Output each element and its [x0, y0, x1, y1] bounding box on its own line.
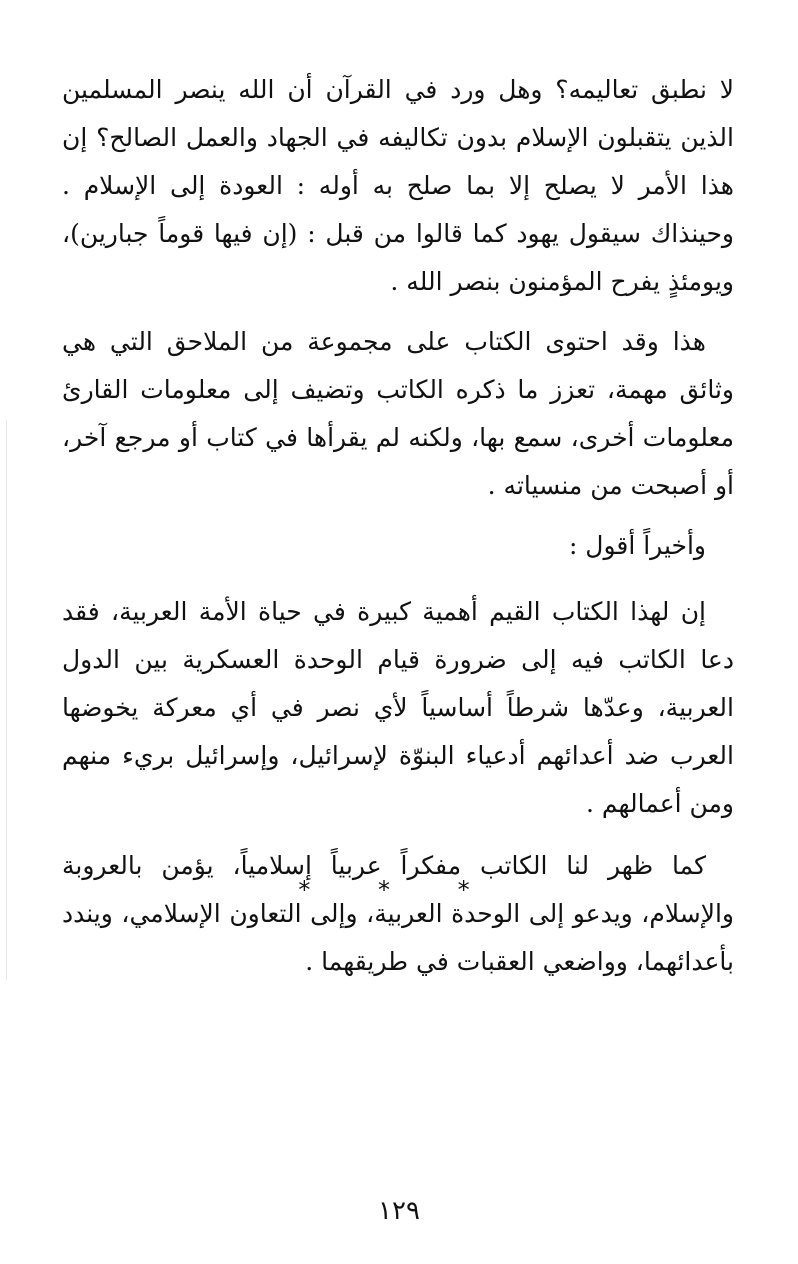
paragraph-4: إن لهذا الكتاب القيم أهمية كبيرة في حياة الأمة العربية، فقد دعا الكاتب فيه إلى ضرورة قيام الوحدة العسكرية بين الدول العربية، وعدّها شرطاً أساسياً لأي نصر في أي معركة يخوضها العرب ضد أعدائهم أدعياء البنوّة لإسرائيل، وإسرائيل بريء منهم ومن أعمالهم .	[62, 597, 734, 818]
paragraph-1: لا نطبق تعاليمه؟ وهل ورد في القرآن أن الله ينصر المسلمين الذين يتقبلون الإسلام بدون تكاليفه في الجهاد والعمل الصالح؟ إن هذا الأمر لا يصلح إلا بما صلح به أوله : العودة إلى الإسلام . وحينذاك سيقول يهود كما قالوا من قبل : (إن فيها قوماً جبارين)، ويومئذٍ يفرح المؤمنون بنصر الله .	[62, 75, 734, 296]
section-separator: * * *	[298, 876, 500, 904]
paragraph-3: وأخيراً أقول :	[568, 531, 706, 560]
page-number: ١٢٩	[378, 1196, 420, 1226]
document-body	[62, 66, 734, 986]
paragraph-2: هذا وقد احتوى الكتاب على مجموعة من الملاحق التي هي وثائق مهمة، تعزز ما ذكره الكاتب وتضيف إلى معلومات القارئ معلومات أخرى، سمع بها، ولكنه لم يقرأها في كتاب أو مرجع آخر، أو أصبحت من منسياته .	[62, 327, 734, 500]
paragraph-5: كما ظهر لنا الكاتب مفكراً عربياً إسلامياً، يؤمن بالعروبة والإسلام، ويدعو إلى الوحدة العربية، وإلى التعاون الإسلامي، ويندد بأعدائهما، وواضعي العقبات في طريقهما .	[62, 851, 734, 976]
